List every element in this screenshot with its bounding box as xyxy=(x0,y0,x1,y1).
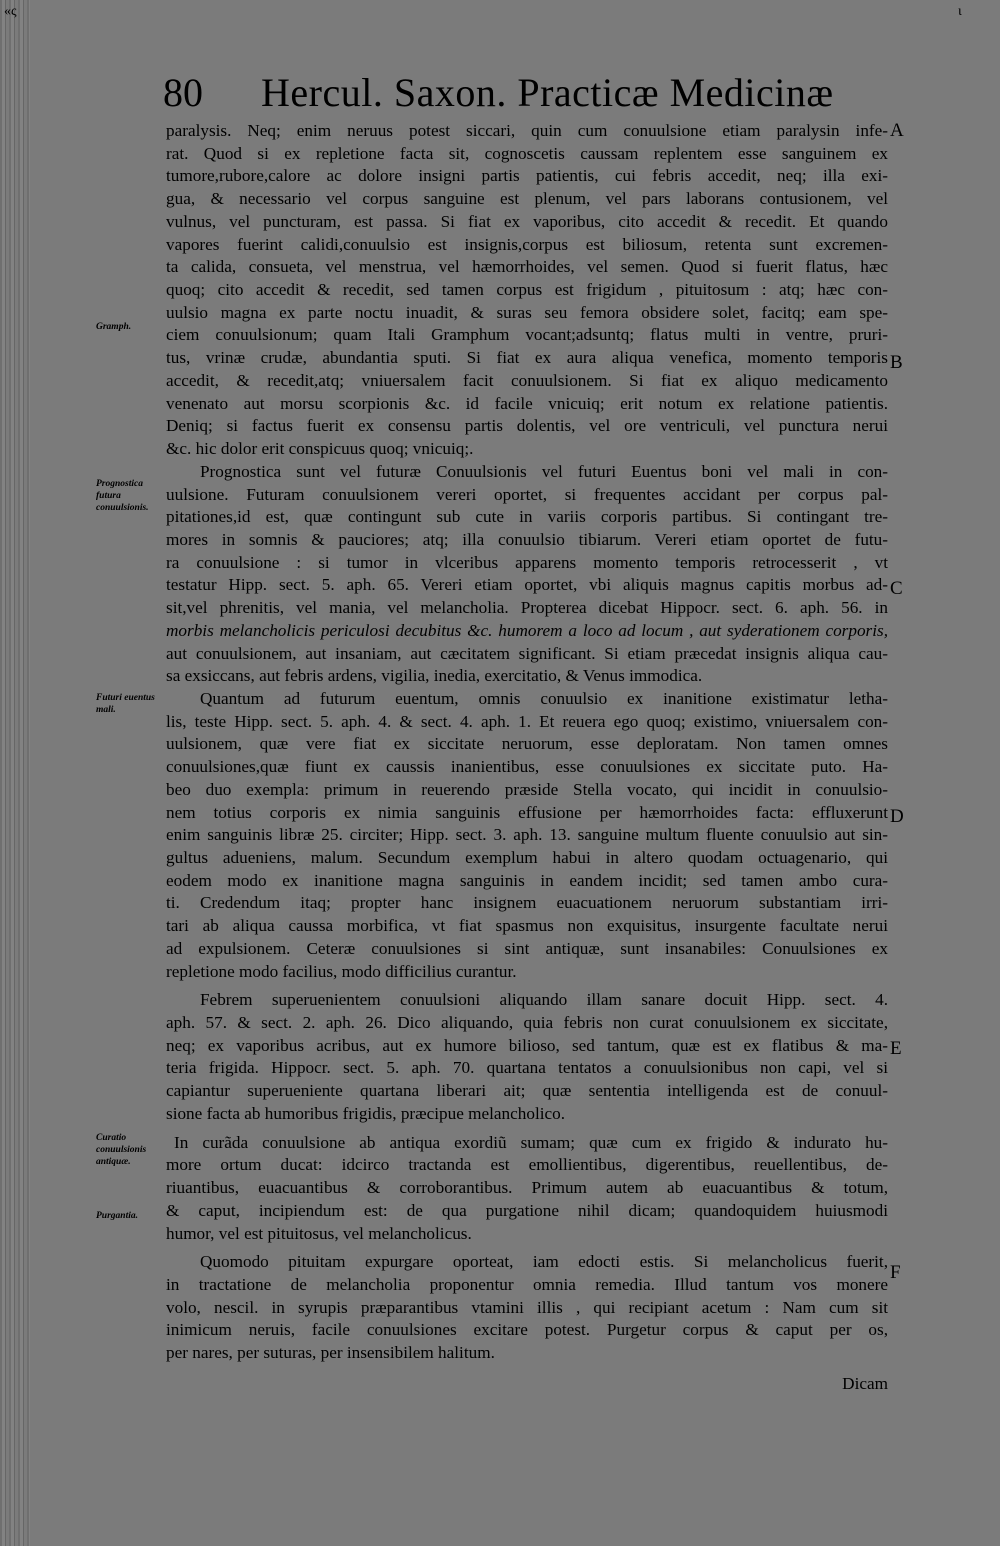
text-line: &c. hic dolor erit conspicuus quoq; vnicuiq;. xyxy=(166,439,474,459)
text-line: testatur Hipp. sect. 5. aph. 65. Vereri etiam oportet, vbi aliquis magnus capitis morbus ad- xyxy=(166,575,888,595)
text-line: eodem modo ex inanitione magna sanguinis in eandem incidit; sed tamen ambo cura- xyxy=(166,870,888,890)
text-line: lis, teste Hipp. sect. 5. aph. 4. & sect. 4. aph. 1. Et reuera ego quoq; existimo, vniuersalem con- xyxy=(166,711,888,731)
text-line: tus, vrinæ crudæ, abundantia sputi. Si fiat ex aura aliqua venefica, momento temporis xyxy=(166,348,888,368)
margin-note: Futuri euentus mali. xyxy=(96,693,155,715)
text-line: paralysis. Neq; enim neruus potest siccari, quin cum conuulsione etiam paralysin infe- xyxy=(166,121,888,140)
text-line: per nares, per suturas, per insensibilem halitum. xyxy=(166,1343,495,1363)
text-line: ta calida, consueta, vel menstrua, vel hæmorrhoides, vel semen. Quod si fuerit flatus, hæc xyxy=(166,257,888,277)
text-line: & caput, incipiendum est: de qua purgatione nihil dicam; quandoquidem huiusmodi xyxy=(166,1200,888,1220)
text-line: neq; ex vaporibus acribus, aut ex humore bilioso, sed tantum, quæ est ex flatibus & ma- xyxy=(166,1035,888,1055)
text-line: Quantum ad futurum euentum, omnis conuulsio ex inanitione existimatur letha- xyxy=(200,688,888,708)
margin-note: Purgantia. xyxy=(96,1211,138,1221)
section-marker: A xyxy=(890,120,904,141)
catchword: Dicam xyxy=(842,1373,888,1393)
text-line: enim sanguinis libræ 25. circiter; Hipp. sect. 3. aph. 13. sanguine multum fluente conuulsio aut sin- xyxy=(166,825,888,845)
text-line: teria frigida. Hippocr. sect. 5. aph. 70. quartana tentatos a conuulsionibus non capi, vel si xyxy=(166,1058,888,1078)
text-line: beo duo exempla: primum in reuerendo præside Stella vocato, qui incidit in conuulsio- xyxy=(166,779,888,799)
text-line: repletione modo facilius, modo difficilius curantur. xyxy=(166,961,517,981)
text-line: vapores fuerint calidi,conuulsio est insignis,corpus est biliosum, retenta sunt excremen- xyxy=(166,234,888,254)
text-line: riuantibus, euacuantibus & corroborantibus. Primum autem ab euacuantibus & totum, xyxy=(166,1178,888,1198)
text-line: capiantur superueniente quartana liberari ait; quæ sententia intelligenda est de conuul- xyxy=(166,1081,888,1101)
text-line: tari ab aliqua caussa morbifica, vt fiat spasmus non exquisitus, insurgente facultate nerui xyxy=(166,916,888,936)
text-line: Deniq; si factus fuerit ex consensu partis dolentis, vel ore ventriculi, vel punctura nerui xyxy=(166,416,888,436)
text-line: uulsione. Futuram conuulsionem vereri oportet, si frequentes accidant per corpus pal- xyxy=(166,484,888,504)
margin-note: Gramph. xyxy=(96,322,132,332)
text-line: accedit, & recedit,atq; vniuersalem facit conuulsionem. Si fiat ex aliquo medicamento xyxy=(166,370,888,390)
text-line: sa exsiccans, aut febris ardens, vigilia, inedia, exercitatio, & Venus immodica. xyxy=(166,666,703,686)
text-line: pitationes,id est, quæ contingunt sub cute in variis corporis partibus. Si contingant tre- xyxy=(166,507,888,527)
text-line: more ortum ducat: idcirco tractanda est emollientibus, digerentibus, reuellentibus, de- xyxy=(166,1155,888,1175)
text-line: morbis melancholicis periculosi decubitus &c. humorem a loco ad locum , aut syderationem corporis, xyxy=(166,620,888,640)
text-line: volo, nescil. in syrupis præparantibus vtamini illis , qui recipiant acetum : Nam cum sit xyxy=(166,1297,888,1317)
text-line: ciem conuulsionum; quam Itali Gramphum vocant;adsuntq; flatus multi in ventre, pruri- xyxy=(166,325,888,345)
margin-note: Curatio conuulsionis antiquæ. xyxy=(96,1133,147,1167)
text-line: uulsionem, quæ vere fiat ex siccitate neruorum, esse deploratam. Non tamen omnes xyxy=(166,734,888,754)
running-title: Hercul. Saxon. Practicæ Medicinæ xyxy=(261,70,834,115)
section-marker: E xyxy=(890,1038,902,1059)
text-line: tumore,rubore,calore ac dolore insigni partis patientis, cui febris accedit, neq; illa exi- xyxy=(166,166,888,186)
text-line: inimicum neruis, facile conuulsiones excitare potest. Purgetur corpus & caput per os, xyxy=(166,1320,888,1340)
section-marker: F xyxy=(890,1262,901,1283)
section-marker: D xyxy=(890,806,904,827)
text-line: ra conuulsione : si tumor in vlceribus apparens momento temporis retrocesserit , vt xyxy=(166,552,888,572)
text-line: in tractatione de melancholia proponentur omnia remedia. Illud tantum vos monere xyxy=(166,1274,888,1294)
text-line: Quomodo pituitam expurgare oporteat, iam edocti estis. Si melancholicus fuerit, xyxy=(200,1252,888,1272)
text-line: sit,vel phrenitis, vel mania, vel melancholia. Propterea dicebat Hippocr. sect. 6. aph. 56. in xyxy=(166,598,888,618)
corner-mark-right: ι xyxy=(958,4,962,19)
text-line: aut conuulsionem, aut insaniam, aut cæcitatem significant. Si etiam præcedat insignis aliqua cau- xyxy=(166,643,888,663)
page-header xyxy=(163,68,903,118)
section-marker: C xyxy=(890,578,903,599)
text-line: gultus adueniens, malum. Secundum exemplum habui in altero quodam octuagenario, qui xyxy=(166,848,888,867)
text-line: ad expulsionem. Ceteræ conuulsiones si sint antiquæ, sunt insanabiles: Conuulsiones ex xyxy=(166,938,888,958)
text-line: venenato aut morsu scorpionis &c. id facile vnicuiq; erit notum ex relatione patientis. xyxy=(166,393,888,413)
text-line: sione facta ab humoribus frigidis, præcipue melancholico. xyxy=(166,1103,566,1123)
text-line: uulsio magna ex parte noctu inuadit, & suras seu femora obsidere solet, facitq; eam spe- xyxy=(166,302,888,322)
text-line: gua, & necessario vel corpus sanguine est plenum, vel pars laborans contusionem, vel xyxy=(166,189,888,209)
binding-edge xyxy=(0,0,30,1546)
text-line: Febrem superuenientem conuulsioni aliquando illam sanare docuit Hipp. sect. 4. xyxy=(200,990,888,1010)
section-marker: B xyxy=(890,352,903,373)
text-line: ti. Credendum itaq; propter hanc insignem euacuationem neruorum substantiam irri- xyxy=(166,893,888,913)
text-line: humor, vel est pituitosus, vel melancholicus. xyxy=(166,1223,472,1243)
text-line: vulnus, vel puncturam, est passa. Si fiat ex vaporibus, cito accedit & recedit. Et quando xyxy=(166,211,888,231)
text-line: conuulsiones,quæ fiunt ex caussis inanientibus, esse conuulsiones ex siccitate puto. Ha- xyxy=(166,757,888,777)
text-line: In curãda conuulsione ab antiqua exordiũ sumam; quæ cum ex frigido & indurato hu- xyxy=(174,1132,888,1152)
corner-mark-left: «ς xyxy=(4,4,17,19)
page-number: 80 xyxy=(163,70,203,115)
text-line: nem totius corporis ex nimia sanguinis effusione per hæmorrhoides facta: effluxerunt xyxy=(166,802,888,822)
text-line: mores in somnis & pauciores; atq; illa conuulsio tibiarum. Vereri etiam oportet de futu- xyxy=(166,529,888,549)
body-text xyxy=(166,120,888,1396)
text-line: rat. Quod si ex repletione facta sit, cognoscetis caussam replentem esse sanguinem ex xyxy=(166,143,888,163)
text-line: aph. 57. & sect. 2. aph. 26. Dico aliquando, quia febris non curat conuulsionem ex siccitate, xyxy=(166,1013,888,1033)
text-line: Prognostica sunt vel futuræ Conuulsionis vel futuri Euentus boni vel mali in con- xyxy=(200,461,888,481)
text-line: quoq; cito accedit & recedit, sed tamen corpus est frigidum , pituitosum : atq; hæc con- xyxy=(166,280,888,300)
margin-note: Prognostica futura conuulsionis. xyxy=(96,479,149,513)
